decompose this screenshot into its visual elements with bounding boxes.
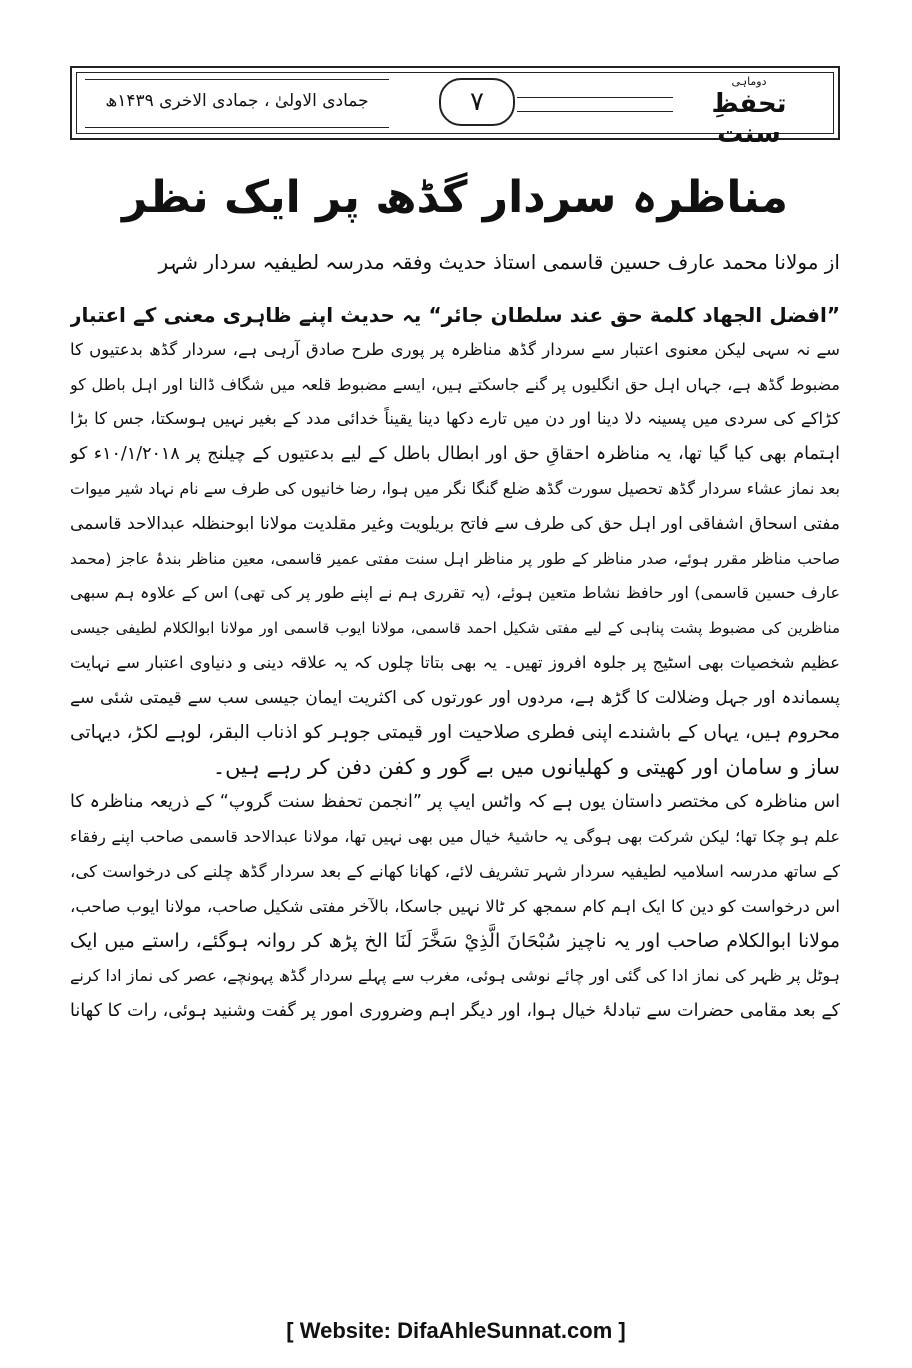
body-line: عظیم شخصیات بھی اسٹیج پر جلوہ افروز تھیں۔ یہ بھی بتاتا چلوں کہ یہ علاقہ دینی و دنیاوی اعتبار سے نہایت bbox=[70, 652, 840, 672]
body-line: مولانا ابوالکلام صاحب اور یہ ناچیز سُبْحَانَ الَّذِيْ سَخَّرَ لَنَا الخ پڑھ کر روانہ ہوگئے، راستے میں ایک bbox=[70, 930, 840, 953]
body-line: صاحب مناظر مقرر ہوئے، صدر مناظر کے طور پر مناظر اہل سنت مفتی عمیر قاسمی، معین مناظر بندۂ عاجز (محمد bbox=[70, 549, 840, 568]
header-rule bbox=[517, 97, 673, 98]
body-line: اہتمام بھی کیا گیا تھا، یہ مناظرہ احقاقِ حق اور ابطال باطل کے لیے بدعتیوں کے چیلنج پر ۱۰/۱/۲۰۱۸ء کو bbox=[70, 444, 840, 465]
body-line: مفتی اسحاق اشفاقی اور اہل حق کی طرف سے فاتح بریلویت وغیر مقلدیت مولانا ابوحنظلہ عبدالاحد قاسمی bbox=[70, 513, 840, 534]
page-number: ۷ bbox=[439, 78, 515, 126]
magazine-subtitle: دوماہی bbox=[731, 75, 767, 88]
article-title: مناظرہ سردار گڈھ پر ایک نظر bbox=[121, 172, 789, 223]
header-rule bbox=[517, 111, 673, 112]
body-line: ”افضل الجهاد كلمة حق عند سلطان جائر“ یہ حدیث اپنے ظاہری معنی کے اعتبار bbox=[70, 303, 840, 327]
body-line: کڑاکے کی سردی میں پسینہ دلا دینا اور دن میں تارے دکھا دینا یقیناً خدائی مدد کے بغیر نہیں ہوسکتا، جس کا بڑا bbox=[70, 409, 840, 429]
body-line: علم ہو چکا تھا؛ لیکن شرکت بھی ہوگی یہ حاشیۂ خیال میں بھی نہیں تھا، مولانا عبدالاحد قاسمی صاحب اپنے رفقاء bbox=[70, 826, 840, 846]
body-line: اس درخواست کو دین کا ایک اہم کام سمجھ کر ٹالا نہیں جاسکا، بالآخر مفتی شکیل صاحب، مولانا ایوب صاحب، bbox=[70, 896, 840, 916]
body-line: پسماندہ اور جہل وضلالت کا گڑھ ہے، مردوں اور عورتوں کی اکثریت ایمان جیسی سب سے قیمتی شئی سے bbox=[70, 687, 840, 708]
body-line: مضبوط گڈھ ہے، جہاں اہل حق انگلیوں پر گنے جاسکتے ہیں، ایسے مضبوط قلعہ میں شگاف ڈالنا اور اہل باطل کو bbox=[70, 374, 840, 394]
magazine-name: تحفظِ سنت bbox=[711, 89, 787, 149]
body-line: کے بعد مقامی حضرات سے تبادلۂ خیال ہوا، اور دیگر اہم وضروری امور پر گفت وشنید ہوئی، رات کا کھانا bbox=[70, 1000, 840, 1021]
article-body bbox=[70, 298, 840, 1304]
body-line: مناظرین کی مضبوط پشت پناہی کے لیے مفتی شکیل احمد قاسمی، مولانا ایوب قاسمی اور مولانا ابوالکلام لطیفی جیسی bbox=[70, 619, 840, 638]
page-header bbox=[70, 66, 840, 149]
body-line: ہوٹل پر ظہر کی نماز ادا کی گئی اور چائے نوشی ہوئی، مغرب سے پہلے سردار گڈھ پہونچے، عصر کی نماز ادا کرنے bbox=[70, 966, 840, 986]
website-footer: [ Website: DifaAhleSunnat.com ] bbox=[286, 1318, 626, 1343]
body-line: سے نہ سہی لیکن معنوی اعتبار سے سردار گڈھ مناظرہ پر پوری طرح صادق آرہی ہے، سردار گڈھ بدعتیوں کا bbox=[70, 339, 840, 359]
body-line: کے ساتھ مدرسہ اسلامیہ لطیفیہ سردار شہر تشریف لائے، کھانا کھانے کے بعد سردار گڈھ چلنے کی درخواست کی، bbox=[70, 861, 840, 881]
body-line: محروم ہیں، یہاں کے باشندے اپنی فطری صلاحیت اور قیمتی جوہر کو اذناب البقر، لوہے لکڑ، دیہاتی bbox=[70, 721, 840, 743]
body-line: اس مناظرہ کی مختصر داستان یوں ہے کہ واٹس ایپ پر ”انجمن تحفظ سنت گروپ“ کے ذریعہ مناظرہ کا bbox=[70, 792, 840, 813]
body-line: ساز و سامان اور کھیتی و کھلیانوں میں بے گور و کفن دفن کر رہے ہیں۔ bbox=[212, 755, 840, 780]
issue-date: جمادی الاولیٰ ، جمادی الاخری ۱۴۳۹ھ bbox=[105, 91, 369, 111]
header-rule bbox=[85, 79, 389, 80]
body-line: عارف حسین قاسمی) اور حافظ نشاط متعین ہوئے، (یہ تقرری ہم نے اپنے طور پر کی تھی) اس کے علاوہ ہم سبھی bbox=[70, 583, 840, 603]
header-rule bbox=[85, 127, 389, 128]
body-line: بعد نماز عشاء سردار گڈھ تحصیل سورت گڈھ ضلع گنگا نگر میں ہوا، رضا خانیوں کی طرف سے نام نہاد شیر میوات bbox=[70, 478, 840, 498]
article-author: از مولانا محمد عارف حسین قاسمی استاذ حدیث وفقہ مدرسہ لطیفیہ سردار شہر bbox=[158, 250, 840, 274]
